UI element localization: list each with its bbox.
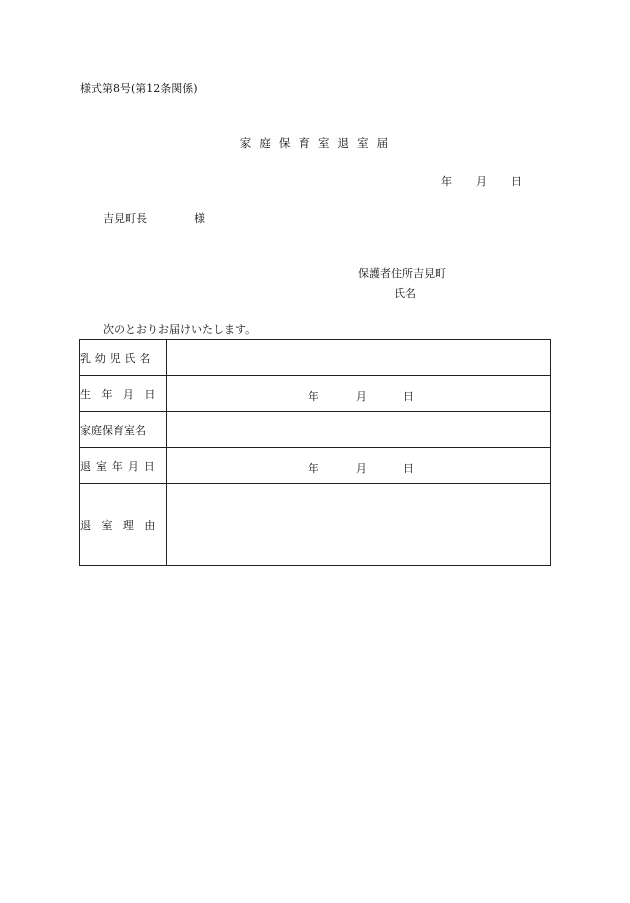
guardian-name-label: 氏名 bbox=[394, 287, 416, 300]
addressee-honorific: 様 bbox=[194, 212, 205, 225]
birth-month-label: 月 bbox=[355, 390, 367, 403]
submission-date bbox=[441, 176, 522, 187]
document-title: 家庭保育室退室届 bbox=[239, 136, 397, 150]
table-row-child-name bbox=[80, 340, 551, 376]
birthdate-field[interactable] bbox=[166, 376, 550, 412]
nursery-name-label: 家庭保育室名 bbox=[80, 412, 167, 448]
leave-day-label: 日 bbox=[402, 462, 414, 475]
form-number: 様式第8号(第12条関係) bbox=[80, 82, 198, 95]
nursery-name-field[interactable] bbox=[166, 412, 550, 448]
submission-day-label: 日 bbox=[511, 175, 522, 188]
reason-field[interactable] bbox=[166, 484, 550, 566]
birth-year-label: 年 bbox=[307, 390, 319, 403]
birthdate-label: 生年月日 bbox=[80, 376, 167, 412]
guardian-address-label: 保護者住所吉見町 bbox=[358, 267, 446, 280]
submission-year-label: 年 bbox=[441, 175, 452, 188]
leave-date-field[interactable] bbox=[166, 448, 550, 484]
leave-year-label: 年 bbox=[307, 462, 319, 475]
leave-date-label: 退室年月日 bbox=[80, 448, 167, 484]
leave-month-label: 月 bbox=[355, 462, 367, 475]
table-row-birthdate bbox=[80, 376, 551, 412]
submission-month-label: 月 bbox=[476, 175, 487, 188]
intro-text: 次のとおりお届けいたします。 bbox=[103, 323, 257, 336]
birth-day-label: 日 bbox=[402, 390, 414, 403]
table-row-reason bbox=[80, 484, 551, 566]
table-row-leave-date bbox=[80, 448, 551, 484]
addressee-name: 吉見町長 bbox=[103, 212, 147, 225]
addressee bbox=[103, 213, 205, 224]
reason-label: 退室理由 bbox=[80, 484, 167, 566]
table-row-nursery-name bbox=[80, 412, 551, 448]
child-name-label: 乳幼児氏名 bbox=[80, 340, 167, 376]
form-table bbox=[79, 339, 551, 566]
child-name-field[interactable] bbox=[166, 340, 550, 376]
